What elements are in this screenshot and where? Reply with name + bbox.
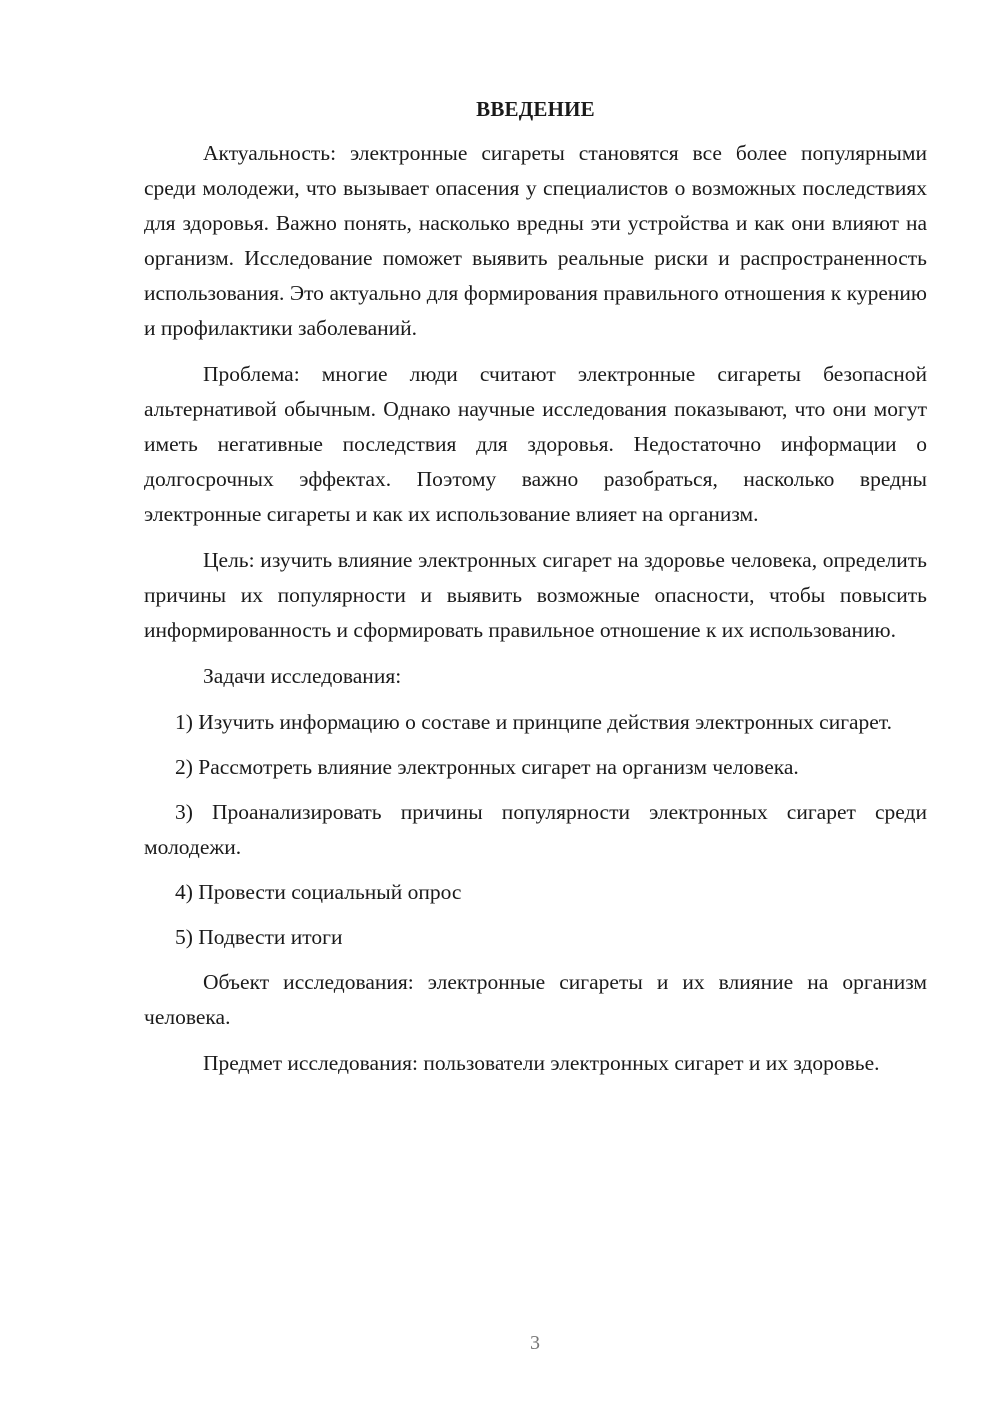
task-item: 5) Подвести итоги [175, 925, 343, 949]
task-item: 4) Провести социальный опрос [175, 880, 462, 904]
task-item: 1) Изучить информацию о составе и принципе действия электронных сигарет. [175, 710, 893, 734]
object-paragraph: Объект исследования: электронные сигареты и их влияние на организм человека. [144, 970, 927, 1029]
task-item: 2) Рассмотреть влияние электронных сигарет на организм человека. [175, 755, 799, 779]
tasks-heading: Задачи исследования: [203, 664, 402, 688]
page-content [144, 94, 927, 1092]
problem-paragraph: Проблема: многие люди считают электронные сигареты безопасной альтернативой обычным. Однако научные исследования показывают, что они могут иметь негативные последствия для здоровья. Недостаточно информации о долгосрочных эффектах. Поэтому важно разобраться, насколько вредны электронные сигареты и как их использование влияет на организм. [144, 362, 927, 526]
relevance-paragraph: Актуальность: электронные сигареты становятся все более популярными среди молодежи, что вызывает опасения у специалистов о возможных последствиях для здоровья. Важно понять, насколько вредны эти устройства и как они влияют на организм. Исследование поможет выявить реальные риски и распространенность использования. Это актуально для формирования правильного отношения к курению и профилактики заболеваний. [144, 141, 927, 340]
task-item: 3) Проанализировать причины популярности электронных сигарет среди молодежи. [144, 800, 927, 859]
goal-paragraph: Цель: изучить влияние электронных сигарет на здоровье человека, определить причины их популярности и выявить возможные опасности, чтобы повысить информированность и сформировать правильное отношение к их использованию. [144, 548, 927, 642]
page-number: 3 [530, 1332, 540, 1354]
section-title: ВВЕДЕНИЕ [476, 97, 595, 121]
subject-paragraph: Предмет исследования: пользователи электронных сигарет и их здоровье. [203, 1051, 880, 1075]
